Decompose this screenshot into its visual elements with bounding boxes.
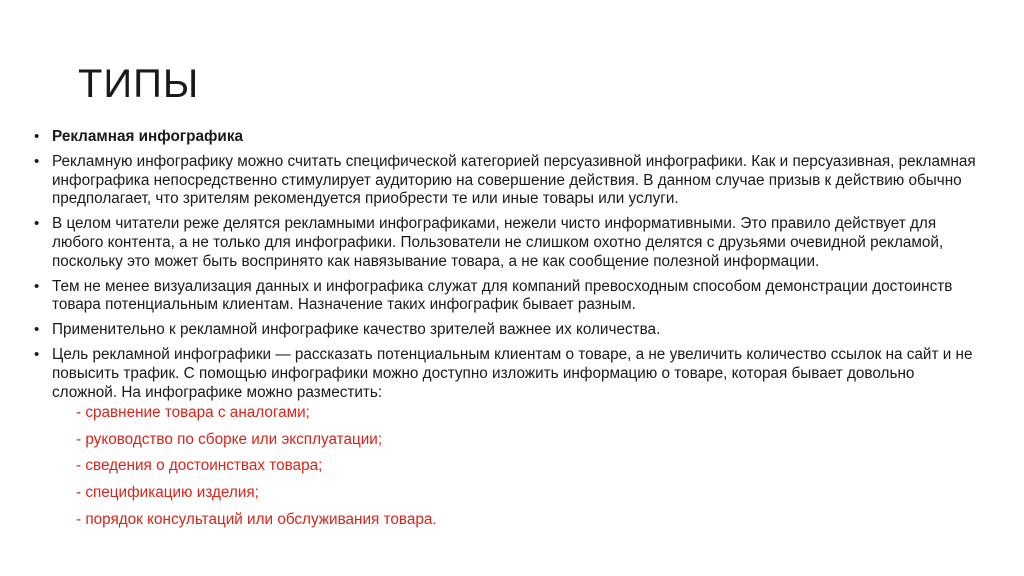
sub-item: - порядок консультаций или обслуживания товара. (76, 510, 437, 528)
bullet-text: Применительно к рекламной инфографике качество зрителей важнее их количества. (52, 321, 661, 339)
sub-item: - руководство по сборке или эксплуатации; (76, 430, 383, 448)
bullet-item (34, 321, 982, 340)
bullet-dot-icon: • (34, 215, 40, 233)
bullet-dot-icon: • (34, 346, 40, 364)
bullet-dot-icon: • (34, 321, 40, 339)
bullet-item (34, 153, 982, 209)
bullet-dot-icon: • (34, 277, 40, 295)
sub-item: - спецификацию изделия; (76, 484, 259, 501)
bullet-item (34, 346, 982, 529)
bullet-item (34, 277, 982, 315)
bullet-text: В целом читатели реже делятся рекламными инфографиками, нежели чисто информативными. Это правило действует для любого контента, а не только для инфографики. Пользователи не слишком охотно делятся с друзьями очевидной рекламой, поскольку это может быть воспринято как навязывание товара, а не как сообщение полезной информации. (52, 215, 944, 270)
bullet-text: Рекламную инфографику можно считать специфической категорией персуазивной инфографики. Как и персуазивная, рекламная инфографика непосредственно стимулирует аудиторию на совершение действия. В данном случае призыв к действию обычно предполагает, что зрителям рекомендуется приобрести те или иные товары или услуги. (52, 153, 976, 208)
bullet-list (34, 128, 982, 529)
bullet-dot-icon: • (34, 128, 40, 145)
slide-title: ТИПЫ (78, 62, 200, 106)
bullet-text: Тем не менее визуализация данных и инфографика служат для компаний превосходным способом демонстрации достоинств товара потенциальным клиентам. Назначение таких инфографик бывает разным. (52, 277, 953, 314)
bullet-heading: Рекламная инфографика (52, 128, 243, 145)
bullet-item (34, 215, 982, 271)
bullet-dot-icon: • (34, 153, 40, 171)
sub-item: - сравнение товара с аналогами; (76, 404, 310, 422)
bullet-text: Цель рекламной инфографики — рассказать потенциальным клиентам о товаре, а не увеличить количество ссылок на сайт и не повысить трафик. С помощью инфографики можно доступно изложить информацию о товаре, которая бывает довольно сложной. На инфографике можно разместить: (52, 346, 973, 401)
slide-content (34, 128, 982, 537)
sub-item: - сведения о достоинствах товара; (76, 457, 323, 475)
bullet-item (34, 128, 982, 147)
sub-item-list (52, 404, 982, 529)
